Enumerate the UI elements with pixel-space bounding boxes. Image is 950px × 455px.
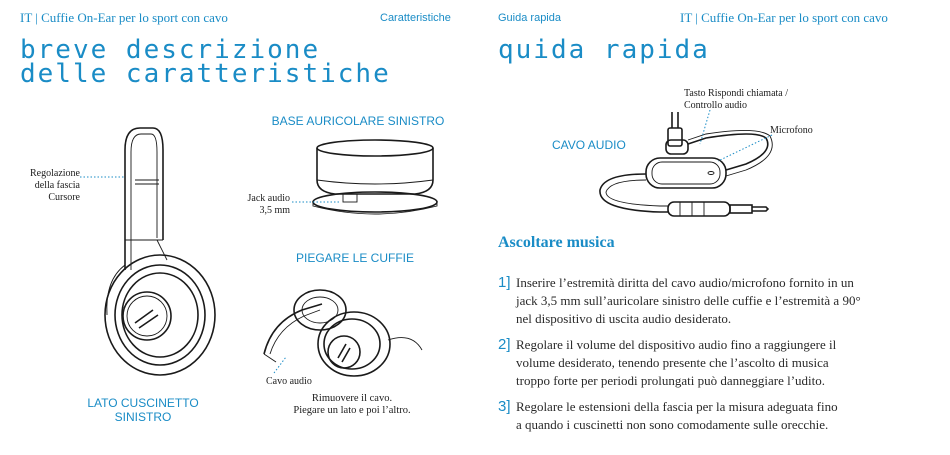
fold-instruction-2: Piegare un lato e poi l’altro. — [293, 405, 411, 416]
label-headband-adjust-1: Regolazione — [30, 168, 80, 179]
label-answer-button-1: Tasto Rispondi chiamata / — [684, 88, 789, 99]
left-title-line1: breve descrizione — [20, 35, 321, 65]
section-title-listen-music: Ascoltare musica — [498, 234, 615, 251]
caption-left-cushion-2: SINISTRO — [114, 410, 172, 424]
step-1-line-3: nel dispositivo di uscita audio desiderato. — [516, 311, 732, 326]
step-3-number: 3] — [498, 398, 511, 415]
right-header-title: IT | Cuffie On-Ear per lo sport con cavo — [680, 10, 888, 25]
label-answer-button-2: Controllo audio — [684, 100, 748, 111]
step-2-number: 2] — [498, 336, 511, 353]
fold-instruction-1: Rimuovere il cavo. — [311, 393, 393, 404]
step-1-line-1: Inserire l’estremità diritta del cavo audio/microfono fornito in un — [516, 275, 854, 290]
left-title-line2: delle caratteristiche — [20, 59, 391, 89]
right-header-section: Guida rapida — [498, 12, 561, 24]
step-2-line-3: troppo forte per periodi prolungati può danneggiare l’udito. — [516, 373, 826, 388]
headband-pointer-line — [80, 176, 130, 178]
caption-fold: PIEGARE LE CUFFIE — [295, 251, 415, 265]
left-header-title: IT | Cuffie On-Ear per lo sport con cavo — [20, 10, 228, 25]
answer-button-pointer-line — [696, 108, 716, 146]
caption-audio-cable: CAVO AUDIO — [552, 138, 626, 152]
label-jack-size: 3,5 mm — [259, 205, 290, 216]
left-header-section: Caratteristiche — [380, 12, 451, 24]
label-jack-audio: Jack audio — [247, 193, 290, 204]
ear-cup-base-illustration — [305, 140, 445, 220]
caption-left-cushion-1: LATO CUSCINETTO — [87, 396, 199, 410]
step-2-line-1: Regolare il volume del dispositivo audio fino a raggiungere il — [516, 337, 837, 352]
jack-pointer-line — [292, 201, 342, 203]
step-1-line-2: jack 3,5 mm sull’auricolare sinistro delle cuffie e l’estremità a 90° — [516, 293, 861, 308]
step-3-line-1: Regolare le estensioni della fascia per la misura adeguata fino — [516, 399, 838, 414]
step-2-line-2: volume desiderato, tenendo presente che l’ascolto di musica — [516, 355, 829, 370]
right-title: quida rapida — [498, 35, 710, 65]
mic-pointer-line — [716, 133, 776, 163]
cable-pointer-line — [272, 355, 292, 375]
caption-left-base: BASE AURICOLARE SINISTRO — [271, 114, 445, 128]
label-headband-adjust-2: della fascia — [34, 180, 80, 191]
label-microphone: Microfono — [770, 125, 813, 136]
label-headband-slider: Cursore — [48, 192, 80, 203]
headphones-side-illustration — [95, 120, 255, 380]
step-1-number: 1] — [498, 274, 511, 291]
step-3-line-2: a quando i cuscinetti non sono comodamente sulle orecchie. — [516, 417, 829, 432]
label-audio-cable: Cavo audio — [266, 376, 312, 387]
